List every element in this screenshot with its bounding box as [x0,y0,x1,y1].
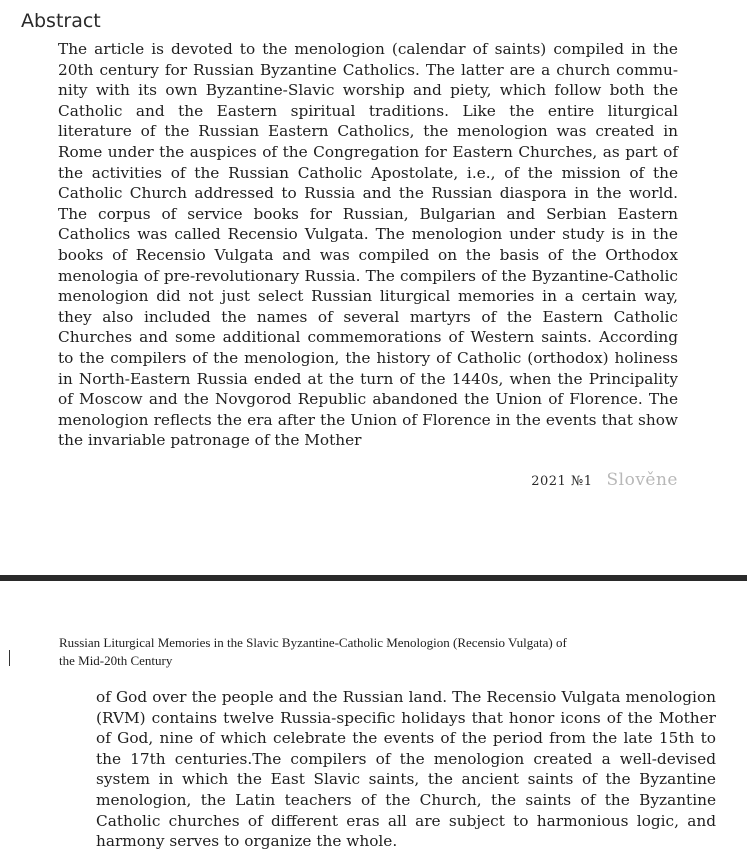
abstract-heading: Abstract [21,10,101,32]
abstract-paragraph: The article is devoted to the menologion (calendar of saints) compiled in the 20th century for Russian Byzantine Catholics. The latter are a church community with its own Byzantine-Slavic worship and piety, which follow both the Catholic and the Eastern spiritual traditions. Like the entire liturgical literature of the Russian Eastern Catholics, the menologion was created in Rome under the auspices of the Congregation for Eastern Churches, as part of the activities of the Russian Catholic Apostolate, i.e., of the mission of the Catholic Church addressed to Russia and the Russian diaspora in the world. The corpus of service books for Russian, Bulgarian and Serbian Eastern Catholics was called Recensio Vulgata. The menologion under study is in the books of Recensio Vulgata and was compiled on the basis of the Orthodox menologia of pre-revolutionary Russia. The compilers of the Byzantine-Catholic menologion did not just select Russian liturgical memories in a certain way, they also included the names of several martyrs of the Eastern Catholic Churches and some additional commemorations of Western saints. According to the compilers of the menologion, the history of Catholic (orthodox) holiness in North-Eastern Russia ended at the turn of the 1440s, when the Principality of Moscow and the Novgorod Republic abandoned the Union of Florence. The menologion reflects the era after the Union of Florence in the events that show the invariable patronage of the Mother [58,40,678,450]
page-divider [0,575,747,581]
running-header: Russian Liturgical Memories in the Slavic Byzantine-Catholic Menologion (Recensio Vulgata) of the Mid-20th Century [59,635,567,668]
page-footer [420,470,678,490]
issue-number: 2021 №1 [531,474,593,489]
text-cursor [9,650,10,666]
continuation-paragraph: of God over the people and the Russian land. The Recensio Vulgata menologion (RVM) contains twelve Russia-specific holidays that honor icons of the Mother of God, nine of which celebrate the events of the period from the late 15th to the 17th centuries.The compilers of the menologion created a well-devised system in which the East Slavic saints, the ancient saints of the Byzantine menologion, the Latin teachers of the Church, the saints of the Byzantine Catholic churches of different eras all are subject to harmonious logic, and harmony serves to organize the whole. [96,688,716,851]
journal-name: Slověne [606,470,678,490]
